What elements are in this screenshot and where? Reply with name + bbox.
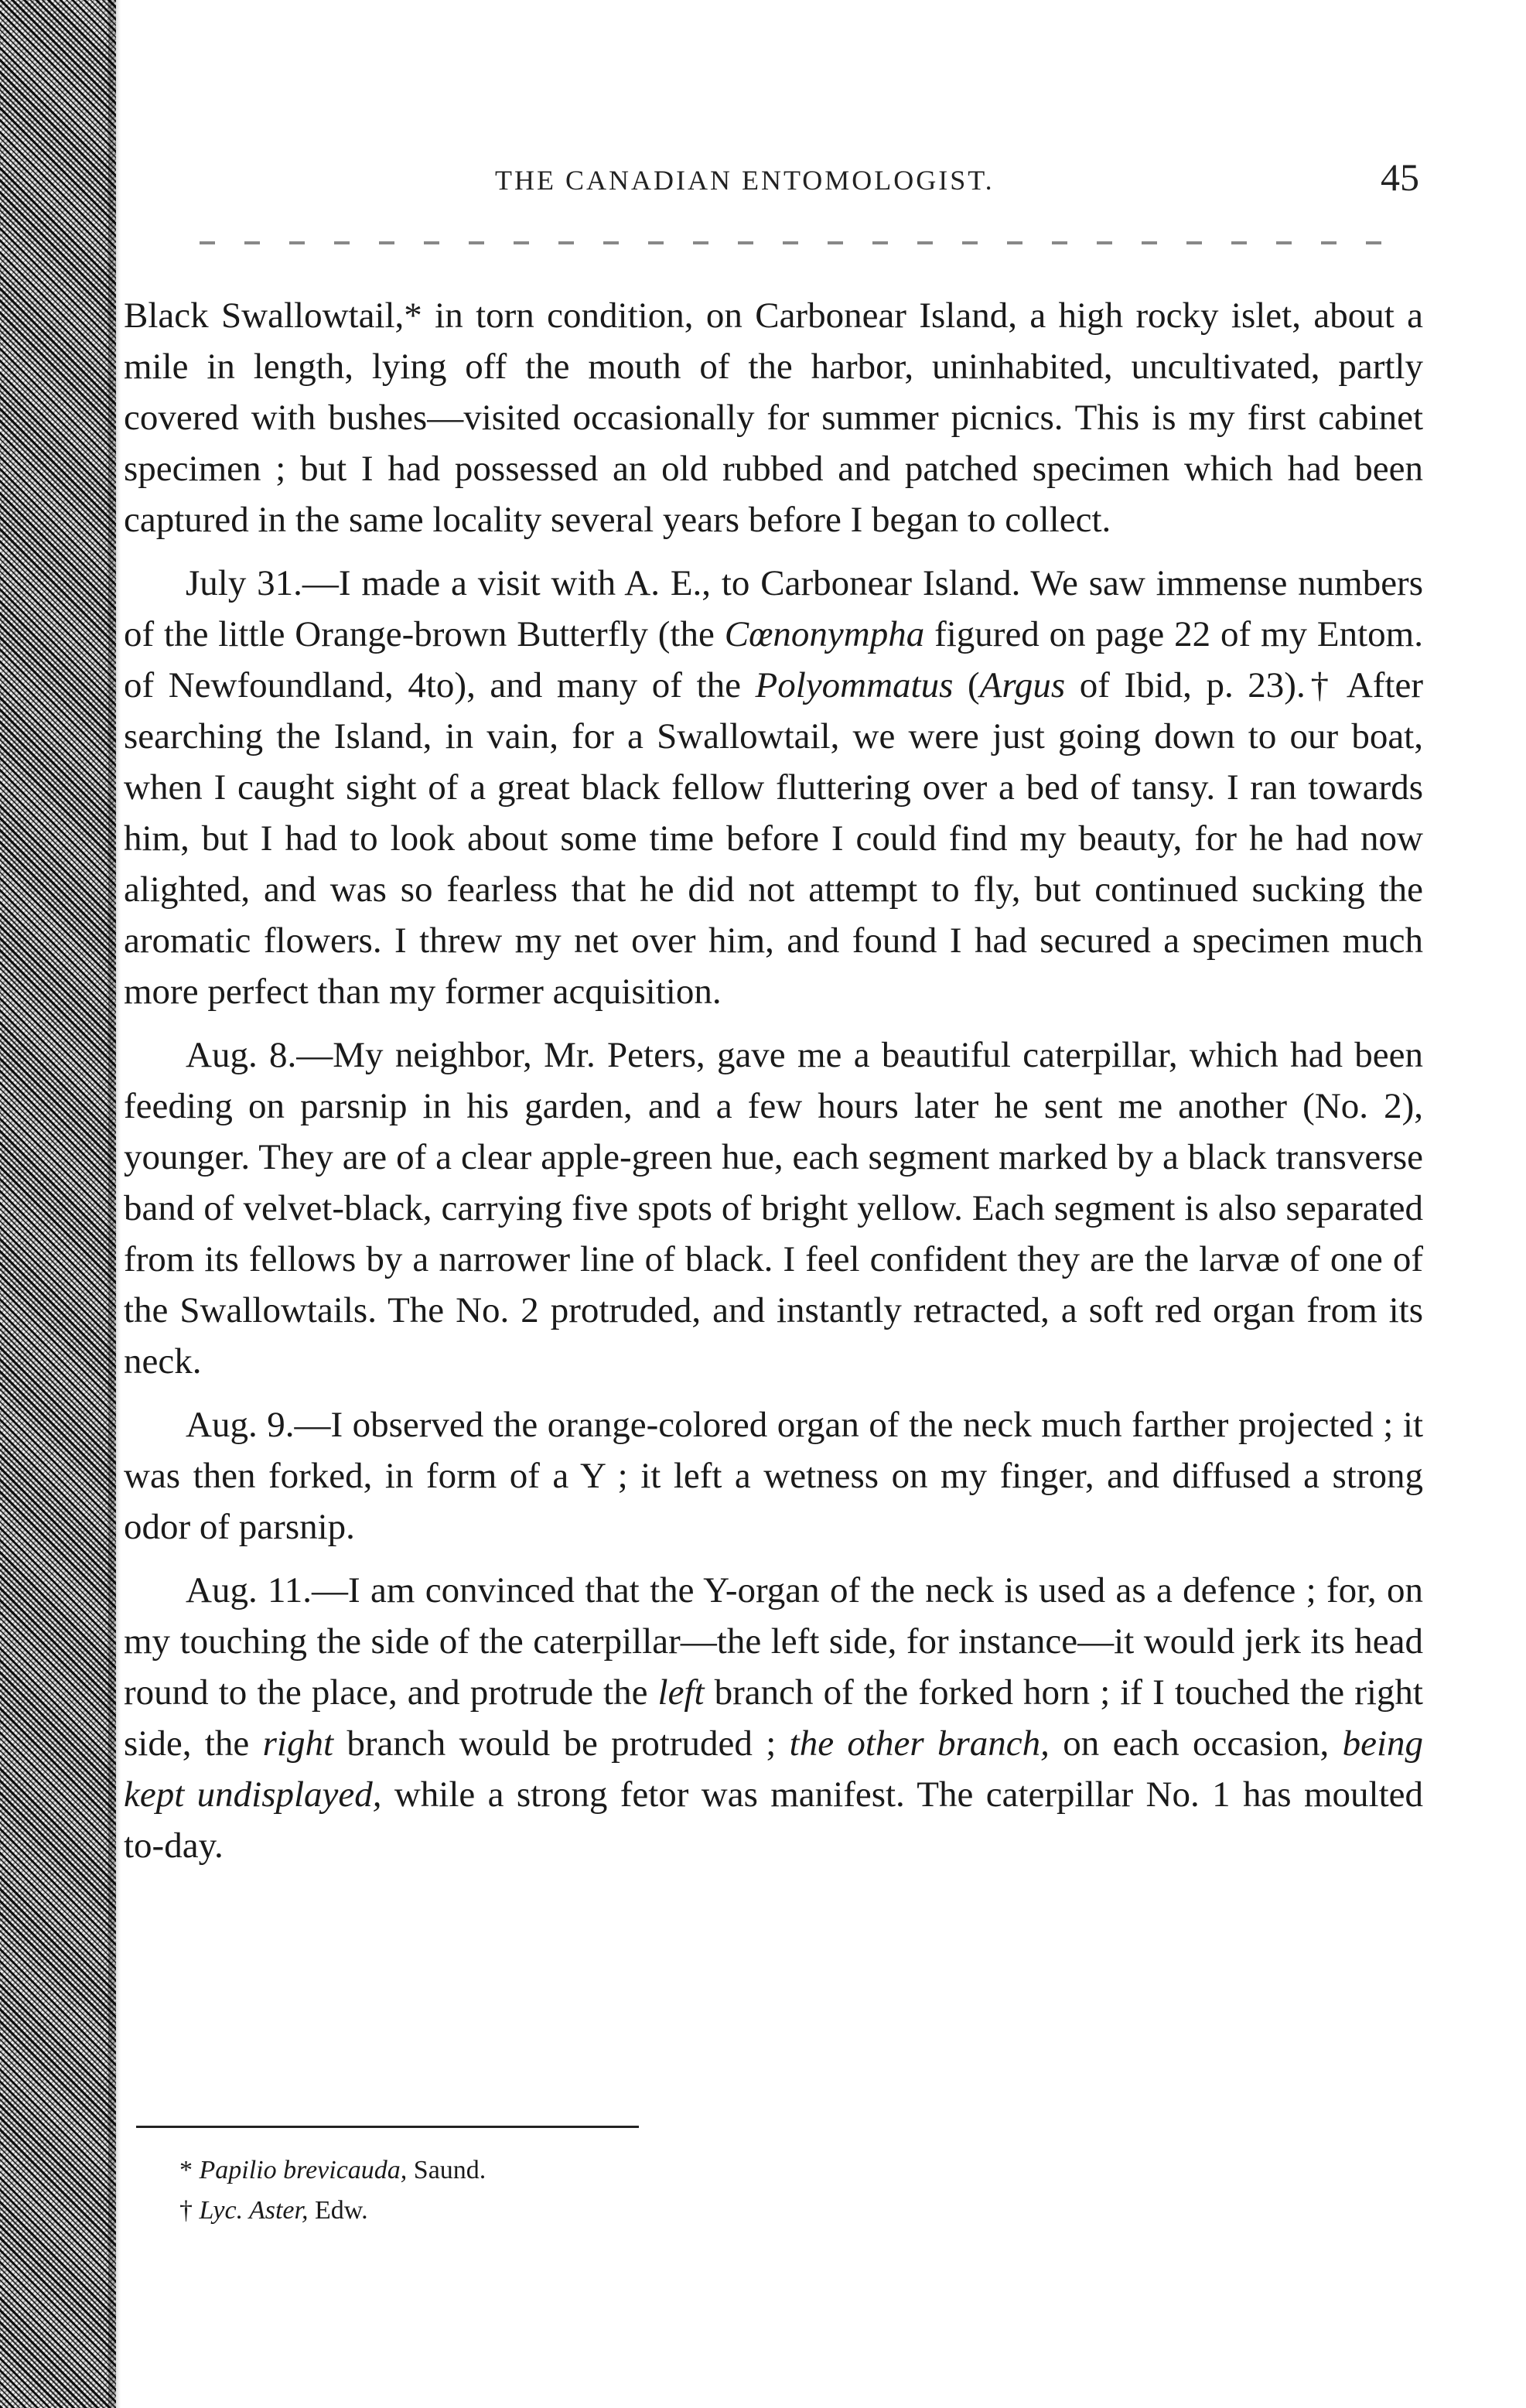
emphasis: right (262, 1723, 334, 1764)
paragraph-text: Aug. 11.—I am convinced that the Y-organ of the neck is used as a defence ; for, on my touching the side of the caterpillar—the left side, for instance—it would jerk its head round to the place, and protrude the (124, 1570, 1423, 1713)
taxon-name: Argus (979, 665, 1066, 705)
footnote-taxon: Papilio brevicauda, (199, 2156, 408, 2184)
paragraph-swallowtail-carbonear (124, 290, 1423, 545)
paragraph-text: while a strong fetor was manifest. The caterpillar No. 1 has moulted to-day. (124, 1774, 1423, 1866)
paragraph-text: Aug. 9.—I observed the orange-colored organ of the neck much farther projected ; it was then forked, in form of a Y ; it left a wetness on my finger, and diffused a strong odor of parsnip. (124, 1405, 1423, 1547)
paragraph-aug-8 (124, 1030, 1423, 1387)
paragraph-text: of Ibid, p. 23).† After searching the Island, in vain, for a Swallowtail, we were just going down to our boat, when I caught sight of a great black fellow fluttering over a bed of tansy. I ran towards him, but I had to look about some time before I could find my beauty, for he had now alighted, and was so fearless that he did not attempt to fly, but continued sucking the aromatic flowers. I threw my net over him, and found I had secured a specimen much more perfect than my former acquisition. (124, 665, 1423, 1012)
paragraph-text: branch of the forked horn ; if I touched the right side, the (124, 1672, 1423, 1764)
footnote-author: Saund. (407, 2156, 486, 2184)
emphasis: left (657, 1672, 705, 1713)
taxon-name: Polyommatus (755, 665, 954, 705)
paragraph-july-31 (124, 558, 1423, 1017)
paragraph-text: Aug. 8.—My neighbor, Mr. Peters, gave me a beautiful caterpillar, which had been feeding on parsnip in his garden, and a few hours later he sent me another (No. 2), younger. They are of a clear apple-green hue, each segment marked by a black transverse band of velvet-black, carrying five spots of bright yellow. Each segment is also separated from its fellows by a narrower line of black. I feel confident they are the larvæ of one of the Swallowtails. The No. 2 protruded, and instantly retracted, a soft red organ from its neck. (124, 1035, 1423, 1382)
paragraph-text: branch would be protruded ; (333, 1723, 790, 1764)
paragraph-aug-9 (124, 1399, 1423, 1552)
spine-shadow (108, 0, 121, 2408)
paragraph-text: July 31.—I made a visit with A. E., to Carbonear Island. We saw immense numbers of the little Orange-brown Butterfly (the (124, 563, 1423, 654)
footnote-asterisk (179, 2150, 486, 2191)
taxon-name: Cœnonympha (724, 614, 925, 654)
footnote-author: Edw. (308, 2196, 368, 2225)
paragraph-text: figured on page 22 of my Entom. of Newfoundland, 4to), and many of the (124, 614, 1423, 705)
page-number: 45 (1381, 155, 1419, 199)
emphasis: the other branch, (789, 1723, 1050, 1764)
body-text (124, 290, 1423, 1884)
footnote-taxon: Lyc. Aster, (199, 2196, 309, 2225)
paragraph-text: on each occasion, (1049, 1723, 1343, 1764)
header-rule (200, 241, 1406, 244)
footnote-mark: * (179, 2156, 200, 2184)
footnote-rule (136, 2126, 639, 2128)
footnote-mark: † (179, 2196, 200, 2225)
book-spine-edge (0, 0, 116, 2408)
paragraph-aug-11 (124, 1565, 1423, 1871)
emphasis: being kept undisplayed, (124, 1723, 1424, 1815)
paragraph-text: Black Swallowtail,* in torn condition, on Carbonear Island, a high rocky islet, about a mile in length, lying off the mouth of the harbor, uninhabited, uncultivated, partly covered with bushes—visited occasionally for summer picnics. This is my first cabinet specimen ; but I had possessed an old rubbed and patched specimen which had been captured in the same locality several years before I began to collect. (124, 295, 1423, 540)
running-head: THE CANADIAN ENTOMOLOGIST. (495, 165, 995, 196)
footnotes (179, 2150, 486, 2231)
footnote-dagger (179, 2191, 486, 2231)
paragraph-text: ( (953, 665, 980, 705)
